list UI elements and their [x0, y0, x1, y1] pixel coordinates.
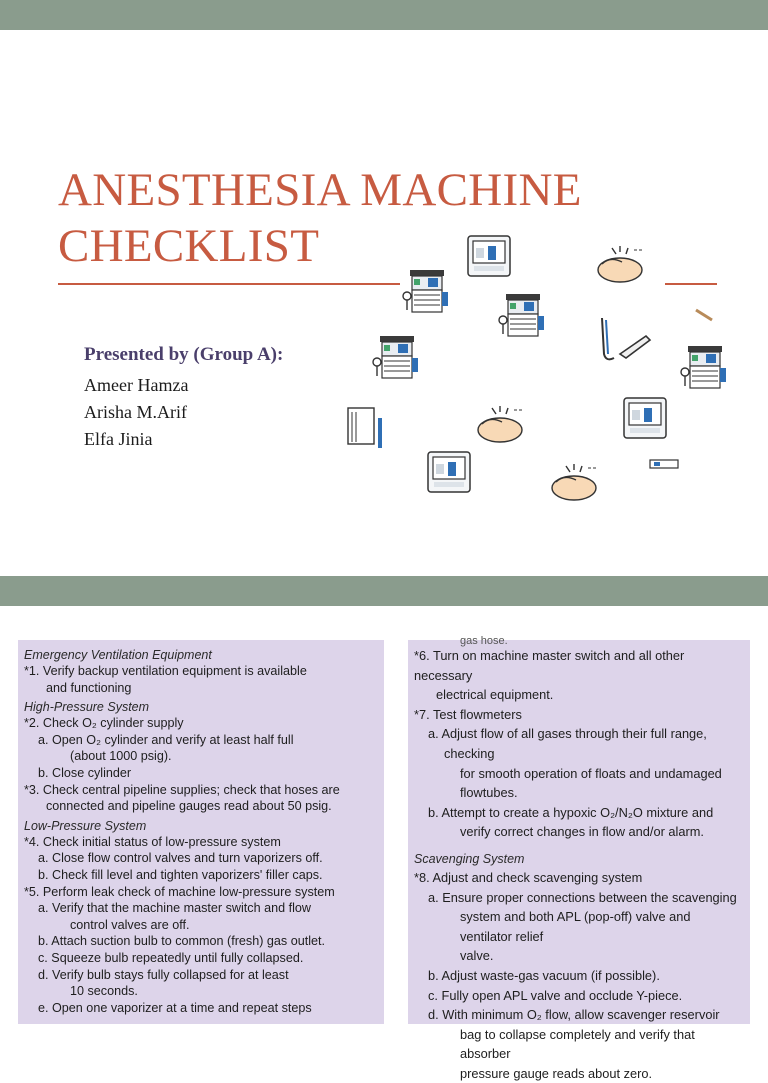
divider-band: [0, 576, 768, 606]
title-line-2: CHECKLIST: [58, 220, 320, 272]
checklist-subitem: a. Open O₂ cylinder and verify at least half full: [38, 732, 294, 747]
anesthesia-equipment-clipart: [340, 230, 740, 505]
section-heading: Scavenging System: [414, 851, 525, 866]
checklist-item-continuation: and functioning: [46, 680, 132, 695]
presenter-name: Arisha M.Arif: [84, 402, 187, 422]
checklist-subitem: c. Fully open APL valve and occlude Y-piece.: [428, 987, 683, 1003]
checklist-subitem: e. Open one vaporizer at a time and repeat steps: [38, 1000, 312, 1015]
checklist-item: *8. Adjust and check scavenging system: [414, 869, 643, 885]
title-line-1: ANESTHESIA MACHINE: [58, 164, 582, 216]
checklist-item: *1. Verify backup ventilation equipment is available: [24, 664, 307, 678]
section-heading: Emergency Ventilation Equipment: [24, 648, 212, 662]
presenter-name: Elfa Jinia: [84, 429, 153, 449]
checklist-item-continuation: connected and pipeline gauges read about 50 psig.: [46, 799, 332, 814]
checklist-item-continuation: bag to collapse completely and verify that absorber: [460, 1026, 695, 1062]
checklist-subitem: c. Squeeze bulb repeatedly until fully collapsed.: [38, 950, 304, 965]
presenters-block: [84, 344, 283, 453]
checklist-subitem: a. Close flow control valves and turn vaporizers off.: [38, 851, 323, 866]
checklist-panel-right: [408, 635, 750, 1081]
checklist-subitem: b. Adjust waste-gas vacuum (if possible).: [428, 967, 660, 983]
presenter-name: Ameer Hamza: [84, 375, 189, 395]
checklist-subitem: a. Verify that the machine master switch and flow: [38, 901, 311, 916]
checklist-subitem: a. Ensure proper connections between the scavenging: [428, 889, 737, 905]
checklist-panel-left: [18, 640, 384, 1024]
checklist-item-continuation: control valves are off.: [70, 917, 190, 932]
checklist-subitem: b. Attach suction bulb to common (fresh) gas outlet.: [38, 934, 326, 949]
checklist-subitem: b. Close cylinder: [38, 765, 132, 780]
checklist-item: *7. Test flowmeters: [414, 706, 522, 722]
checklist-item-continuation: electrical equipment.: [436, 687, 554, 703]
checklist-subitem: a. Adjust flow of all gases through their full range, checking: [428, 726, 707, 761]
checklist-item-continuation: 10 seconds.: [70, 984, 138, 999]
checklist-subitem: d. With minimum O₂ flow, allow scavenger reservoir: [428, 1007, 720, 1023]
checklist-item: *6. Turn on machine master switch and all other necessary: [414, 648, 685, 683]
checklist-item: *3. Check central pipeline supplies; check that hoses are: [24, 782, 340, 797]
checklist-item: *5. Perform leak check of machine low-pressure system: [24, 884, 335, 899]
cut-off-line: gas hose.: [460, 635, 508, 647]
checklist-item-continuation: flowtubes.: [460, 785, 518, 801]
checklist-item: *2. Check O₂ cylinder supply: [24, 716, 184, 731]
checklist-item: *4. Check initial status of low-pressure system: [24, 834, 281, 849]
checklist-subitem: d. Verify bulb stays fully collapsed for at least: [38, 967, 289, 982]
section-heading: High-Pressure System: [24, 700, 150, 715]
checklist-item-continuation: pressure gauge reads about zero.: [460, 1065, 653, 1081]
checklist-item-continuation: for smooth operation of floats and undamaged: [460, 765, 722, 781]
checklist-subitem: b. Check fill level and tighten vaporizers' filler caps.: [38, 867, 323, 882]
checklist-item-continuation: verify correct changes in flow and/or alarm.: [460, 824, 704, 840]
checklist-item-continuation: (about 1000 psig).: [70, 749, 172, 764]
checklist-item-continuation: system and both APL (pop-off) valve and ventilator relief: [460, 909, 691, 944]
header-band: [0, 0, 768, 30]
checklist-item-continuation: valve.: [460, 948, 494, 964]
section-heading: Low-Pressure System: [24, 818, 147, 833]
checklist-subitem: b. Attempt to create a hypoxic O₂/N₂O mixture and: [428, 804, 714, 820]
presented-by-label: Presented by (Group A):: [84, 344, 284, 365]
